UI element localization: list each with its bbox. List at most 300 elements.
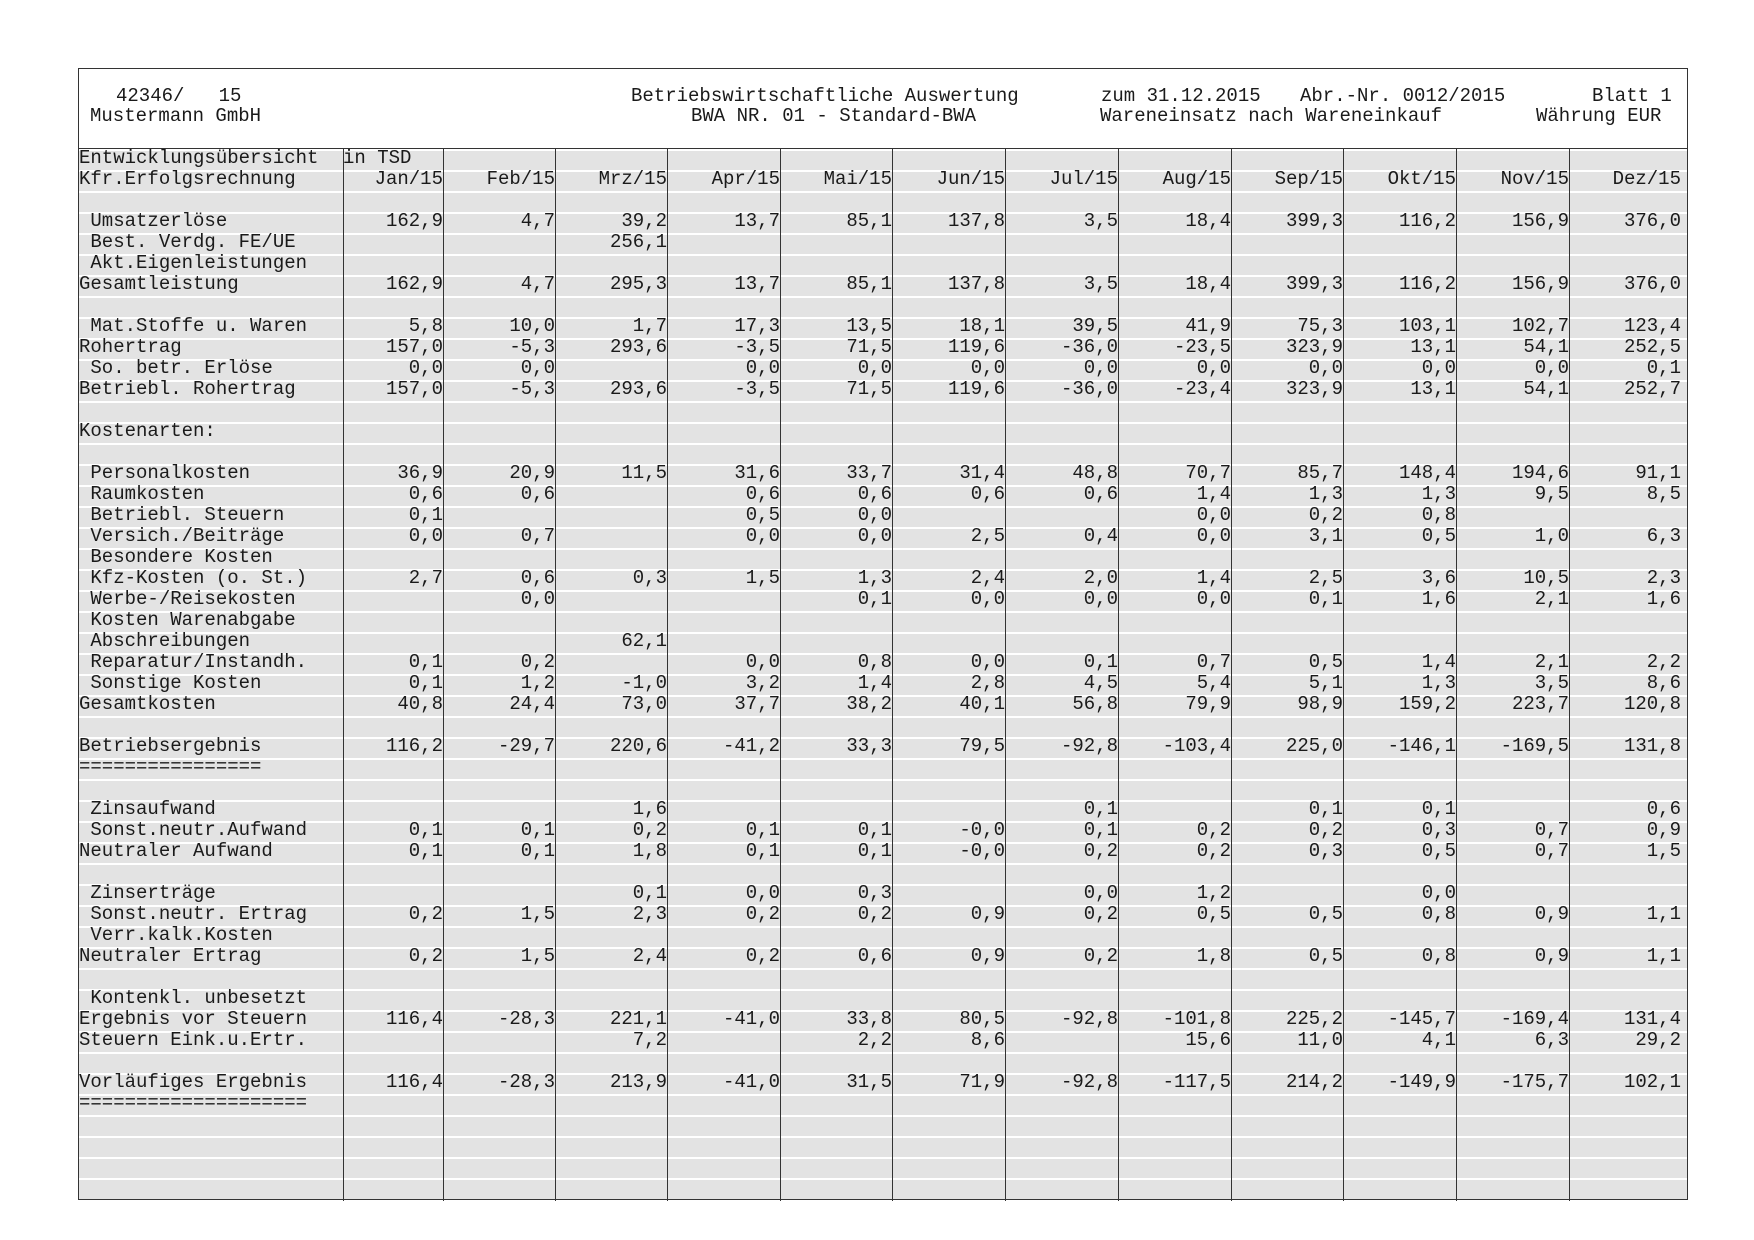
table-cell: 0,8 <box>1421 504 1456 526</box>
table-cell: 79,5 <box>959 735 1005 757</box>
row-band <box>79 970 1687 989</box>
table-cell: 0,3 <box>857 882 892 904</box>
table-cell: 1,5 <box>520 945 555 967</box>
table-cell: 1,1 <box>1646 903 1681 925</box>
table-cell: 0,1 <box>408 672 443 694</box>
table-cell: -175,7 <box>1500 1071 1569 1093</box>
table-cell: 40,1 <box>959 693 1005 715</box>
column-separator <box>892 149 893 1201</box>
row-label: Kontenkl. unbesetzt <box>79 987 308 1009</box>
table-cell: -169,4 <box>1500 1008 1569 1030</box>
table-cell: 1,3 <box>1421 483 1456 505</box>
table-cell: 80,5 <box>959 1008 1005 1030</box>
table-cell: 5,1 <box>1308 672 1343 694</box>
table-cell: 225,0 <box>1285 735 1343 757</box>
column-separator <box>1343 149 1344 1201</box>
table-cell: 0,0 <box>408 357 443 379</box>
table-cell: 2,3 <box>632 903 667 925</box>
table-cell: 31,4 <box>959 462 1005 484</box>
table-cell: 293,6 <box>609 336 667 358</box>
table-cell: 159,2 <box>1398 693 1456 715</box>
table-cell: 0,1 <box>857 840 892 862</box>
table-cell: 0,7 <box>520 525 555 547</box>
table-cell: 0,1 <box>1083 819 1118 841</box>
table-cell: 2,5 <box>970 525 1005 547</box>
table-cell: 31,5 <box>846 1071 892 1093</box>
abr-number: Abr.-Nr. 0012/2015 <box>1300 85 1506 107</box>
row-band <box>79 235 1687 254</box>
table-cell: 9,5 <box>1534 483 1569 505</box>
table-cell: 103,1 <box>1398 315 1456 337</box>
table-cell: -146,1 <box>1387 735 1456 757</box>
table-cell: 0,9 <box>1646 819 1681 841</box>
row-label: Werbe-/Reisekosten <box>79 588 296 610</box>
row-label: Verr.kalk.Kosten <box>79 924 273 946</box>
table-cell: 123,4 <box>1623 315 1681 337</box>
table-cell: 0,2 <box>745 945 780 967</box>
table-cell: 1,5 <box>1646 840 1681 862</box>
table-cell: 0,6 <box>745 483 780 505</box>
table-cell: 0,0 <box>1308 357 1343 379</box>
table-cell: -92,8 <box>1060 1008 1118 1030</box>
row-label: Neutraler Ertrag <box>79 945 262 967</box>
table-cell: 156,9 <box>1511 273 1569 295</box>
table-cell: 376,0 <box>1623 210 1681 232</box>
column-separator <box>1005 149 1006 1201</box>
table-cell: 85,7 <box>1297 462 1343 484</box>
table-cell: 75,3 <box>1297 315 1343 337</box>
month-header-cell: Mrz/15 <box>598 168 667 190</box>
table-cell: 102,1 <box>1623 1071 1681 1093</box>
table-cell: 91,1 <box>1635 462 1681 484</box>
table-cell: 56,8 <box>1072 693 1118 715</box>
table-cell: -101,8 <box>1162 1008 1231 1030</box>
table-cell: 131,8 <box>1623 735 1681 757</box>
bwa-table <box>79 149 1687 1201</box>
table-cell: -145,7 <box>1387 1008 1456 1030</box>
table-cell: 0,6 <box>970 483 1005 505</box>
table-cell: 6,3 <box>1646 525 1681 547</box>
table-cell: 102,7 <box>1511 315 1569 337</box>
table-cell: 1,4 <box>1196 567 1231 589</box>
row-label: Raumkosten <box>79 483 205 505</box>
row-label: ==================== <box>79 1092 308 1114</box>
table-cell: 0,0 <box>745 882 780 904</box>
row-label: Betriebl. Steuern <box>79 504 285 526</box>
table-cell: 137,8 <box>947 273 1005 295</box>
table-cell: 0,1 <box>857 819 892 841</box>
table-cell: 18,1 <box>959 315 1005 337</box>
table-cell: 0,0 <box>1083 882 1118 904</box>
row-band <box>79 1138 1687 1157</box>
table-cell: 0,9 <box>1534 903 1569 925</box>
table-cell: 225,2 <box>1285 1008 1343 1030</box>
table-cell: 40,8 <box>397 693 443 715</box>
row-label: Betriebl. Rohertrag <box>79 378 296 400</box>
table-cell: 214,2 <box>1285 1071 1343 1093</box>
table-cell: 0,2 <box>1308 504 1343 526</box>
row-label: Kosten Warenabgabe <box>79 609 296 631</box>
table-cell: 17,3 <box>734 315 780 337</box>
table-cell: 116,4 <box>385 1008 443 1030</box>
table-cell: 41,9 <box>1185 315 1231 337</box>
table-cell: 2,0 <box>1083 567 1118 589</box>
table-cell: 71,5 <box>846 336 892 358</box>
table-cell: -92,8 <box>1060 1071 1118 1093</box>
table-cell: 73,0 <box>621 693 667 715</box>
table-cell: 39,5 <box>1072 315 1118 337</box>
row-label: Sonst.neutr. Ertrag <box>79 903 308 925</box>
table-cell: 0,1 <box>1308 588 1343 610</box>
table-cell: 252,5 <box>1623 336 1681 358</box>
table-cell: 1,7 <box>632 315 667 337</box>
table-cell: 24,4 <box>509 693 555 715</box>
row-label: Reparatur/Instandh. <box>79 651 308 673</box>
table-cell: 0,0 <box>745 525 780 547</box>
table-cell: 0,0 <box>1083 588 1118 610</box>
table-cell: 79,9 <box>1185 693 1231 715</box>
table-cell: 0,2 <box>520 651 555 673</box>
table-cell: 98,9 <box>1297 693 1343 715</box>
table-cell: 148,4 <box>1398 462 1456 484</box>
table-cell: 1,5 <box>745 567 780 589</box>
table-cell: 2,7 <box>408 567 443 589</box>
table-cell: 10,5 <box>1523 567 1569 589</box>
table-cell: 0,3 <box>632 567 667 589</box>
table-cell: 116,2 <box>385 735 443 757</box>
table-cell: -41,2 <box>722 735 780 757</box>
table-cell: -23,4 <box>1173 378 1231 400</box>
column-separator <box>780 149 781 1201</box>
table-cell: 376,0 <box>1623 273 1681 295</box>
table-cell: 3,1 <box>1308 525 1343 547</box>
table-cell: 0,2 <box>1308 819 1343 841</box>
table-cell: 0,1 <box>408 651 443 673</box>
table-cell: 3,5 <box>1083 210 1118 232</box>
table-cell: -5,3 <box>509 336 555 358</box>
month-header-cell: Jan/15 <box>374 168 443 190</box>
row-label: Besondere Kosten <box>79 546 273 568</box>
table-cell: 0,6 <box>408 483 443 505</box>
table-cell: 220,6 <box>609 735 667 757</box>
table-cell: 71,9 <box>959 1071 1005 1093</box>
company-name: Mustermann GmbH <box>90 105 262 127</box>
bwa-report-sheet <box>78 68 1688 1200</box>
row-label: Betriebsergebnis <box>79 735 262 757</box>
table-cell: 4,1 <box>1421 1029 1456 1051</box>
wareneinsatz-method: Wareneinsatz nach Wareneinkauf <box>1100 105 1443 127</box>
table-cell: 70,7 <box>1185 462 1231 484</box>
table-cell: 0,0 <box>857 504 892 526</box>
table-cell: 0,5 <box>1421 840 1456 862</box>
table-cell: 0,0 <box>1421 882 1456 904</box>
table-cell: 0,5 <box>1308 903 1343 925</box>
table-cell: 0,2 <box>408 945 443 967</box>
row-band <box>79 1096 1687 1115</box>
column-separator <box>1456 149 1457 1201</box>
table-cell: 252,7 <box>1623 378 1681 400</box>
report-header <box>79 69 1687 149</box>
table-cell: -1,0 <box>621 672 667 694</box>
row-label: Versich./Beiträge <box>79 525 285 547</box>
table-cell: 0,1 <box>857 588 892 610</box>
table-cell: 13,7 <box>734 273 780 295</box>
table-cell: 85,1 <box>846 210 892 232</box>
table-cell: 3,6 <box>1421 567 1456 589</box>
table-cell: 162,9 <box>385 210 443 232</box>
table-cell: 0,9 <box>970 945 1005 967</box>
table-cell: 33,7 <box>846 462 892 484</box>
table-cell: 119,6 <box>947 336 1005 358</box>
row-label: Neutraler Aufwand <box>79 840 273 862</box>
month-header-cell: Jul/15 <box>1049 168 1118 190</box>
table-cell: 33,8 <box>846 1008 892 1030</box>
table-cell: 48,8 <box>1072 462 1118 484</box>
table-cell: 38,2 <box>846 693 892 715</box>
table-cell: 323,9 <box>1285 336 1343 358</box>
table-cell: 0,0 <box>1196 588 1231 610</box>
table-cell: 5,4 <box>1196 672 1231 694</box>
table-cell: -0,0 <box>959 840 1005 862</box>
table-cell: 1,6 <box>1421 588 1456 610</box>
table-cell: 0,5 <box>1421 525 1456 547</box>
row-label: Abschreibungen <box>79 630 251 652</box>
table-cell: 20,9 <box>509 462 555 484</box>
table-cell: 162,9 <box>385 273 443 295</box>
table-cell: 2,1 <box>1534 651 1569 673</box>
table-cell: 0,2 <box>632 819 667 841</box>
table-cell: 4,5 <box>1083 672 1118 694</box>
table-cell: 0,8 <box>1421 903 1456 925</box>
table-cell: 7,2 <box>632 1029 667 1051</box>
table-cell: 1,2 <box>520 672 555 694</box>
table-cell: 119,6 <box>947 378 1005 400</box>
table-cell: 131,4 <box>1623 1008 1681 1030</box>
table-cell: 0,8 <box>857 651 892 673</box>
table-cell: 1,4 <box>1421 651 1456 673</box>
table-cell: 3,2 <box>745 672 780 694</box>
table-cell: -36,0 <box>1060 378 1118 400</box>
table-cell: 399,3 <box>1285 273 1343 295</box>
table-cell: 2,5 <box>1308 567 1343 589</box>
table-cell: 54,1 <box>1523 336 1569 358</box>
table-cell: 0,1 <box>745 819 780 841</box>
table-cell: 157,0 <box>385 336 443 358</box>
table-cell: 0,0 <box>970 651 1005 673</box>
table-cell: 0,1 <box>1646 357 1681 379</box>
table-cell: 6,3 <box>1534 1029 1569 1051</box>
row-label: Personalkosten <box>79 462 251 484</box>
table-cell: 0,0 <box>520 588 555 610</box>
table-cell: 194,6 <box>1511 462 1569 484</box>
table-cell: -169,5 <box>1500 735 1569 757</box>
table-cell: 4,7 <box>520 210 555 232</box>
row-label: Ergebnis vor Steuern <box>79 1008 308 1030</box>
table-cell: 0,1 <box>520 819 555 841</box>
table-cell: 0,1 <box>408 504 443 526</box>
row-band <box>79 403 1687 422</box>
table-cell: 5,8 <box>408 315 443 337</box>
table-cell: 1,8 <box>632 840 667 862</box>
table-cell: 2,4 <box>970 567 1005 589</box>
table-cell: 1,5 <box>520 903 555 925</box>
table-cell: 2,2 <box>1646 651 1681 673</box>
table-cell: 36,9 <box>397 462 443 484</box>
table-cell: 2,4 <box>632 945 667 967</box>
column-separator <box>1118 149 1119 1201</box>
table-cell: 295,3 <box>609 273 667 295</box>
table-cell: 157,0 <box>385 378 443 400</box>
row-band <box>79 424 1687 443</box>
table-cell: 0,5 <box>1308 651 1343 673</box>
table-cell: 0,1 <box>1083 798 1118 820</box>
column-separator <box>1569 149 1570 1201</box>
row-label: Gesamtleistung <box>79 273 239 295</box>
table-cell: 137,8 <box>947 210 1005 232</box>
table-cell: 15,6 <box>1185 1029 1231 1051</box>
table-cell: 1,3 <box>1308 483 1343 505</box>
row-label: Vorläufiges Ergebnis <box>79 1071 308 1093</box>
table-cell: -5,3 <box>509 378 555 400</box>
table-cell: 13,7 <box>734 210 780 232</box>
table-cell: 0,1 <box>632 882 667 904</box>
table-cell: 293,6 <box>609 378 667 400</box>
table-cell: 1,0 <box>1534 525 1569 547</box>
row-label: Gesamtkosten <box>79 693 216 715</box>
table-cell: 62,1 <box>621 630 667 652</box>
table-cell: 0,2 <box>1083 945 1118 967</box>
table-cell: -36,0 <box>1060 336 1118 358</box>
table-cell: 2,8 <box>970 672 1005 694</box>
column-separator <box>555 149 556 1201</box>
table-cell: 29,2 <box>1635 1029 1681 1051</box>
table-cell: 39,2 <box>621 210 667 232</box>
column-separator <box>443 149 444 1201</box>
table-cell: 0,0 <box>1534 357 1569 379</box>
row-label: So. betr. Erlöse <box>79 357 273 379</box>
table-cell: 37,7 <box>734 693 780 715</box>
table-cell: 0,1 <box>408 840 443 862</box>
currency-label: Währung EUR <box>1536 105 1662 127</box>
month-header-cell: Okt/15 <box>1387 168 1456 190</box>
table-cell: 8,6 <box>970 1029 1005 1051</box>
row-label: Zinserträge <box>79 882 216 904</box>
table-cell: 11,0 <box>1297 1029 1343 1051</box>
table-cell: 85,1 <box>846 273 892 295</box>
column-separator <box>1231 149 1232 1201</box>
table-cell: 18,4 <box>1185 210 1231 232</box>
row-label: Umsatzerlöse <box>79 210 228 232</box>
row-label: ================ <box>79 756 262 778</box>
table-cell: 0,0 <box>408 525 443 547</box>
month-header-cell: Sep/15 <box>1274 168 1343 190</box>
table-cell: -117,5 <box>1162 1071 1231 1093</box>
table-cell: 0,0 <box>857 525 892 547</box>
table-cell: 0,2 <box>745 903 780 925</box>
table-cell: 0,0 <box>1421 357 1456 379</box>
table-cell: 1,3 <box>857 567 892 589</box>
table-cell: 323,9 <box>1285 378 1343 400</box>
table-cell: -92,8 <box>1060 735 1118 757</box>
report-subtitle: BWA NR. 01 - Standard-BWA <box>691 105 977 127</box>
month-header-cell: Nov/15 <box>1500 168 1569 190</box>
table-cell: 1,4 <box>1196 483 1231 505</box>
table-cell: 0,1 <box>408 819 443 841</box>
row-band <box>79 1117 1687 1136</box>
table-cell: 1,3 <box>1421 672 1456 694</box>
month-header-cell: Aug/15 <box>1162 168 1231 190</box>
table-cell: -3,5 <box>734 336 780 358</box>
row-band <box>79 1180 1687 1199</box>
table-cell: 2,2 <box>857 1029 892 1051</box>
row-band <box>79 1159 1687 1178</box>
row-label: Kfz-Kosten (o. St.) <box>79 567 308 589</box>
table-cell: 0,0 <box>745 651 780 673</box>
table-cell: 0,5 <box>745 504 780 526</box>
table-cell: 2,1 <box>1534 588 1569 610</box>
table-cell: 256,1 <box>609 231 667 253</box>
table-cell: 0,1 <box>745 840 780 862</box>
table-cell: -41,0 <box>722 1071 780 1093</box>
table-cell: 31,6 <box>734 462 780 484</box>
table-cell: 54,1 <box>1523 378 1569 400</box>
table-cell: 0,7 <box>1196 651 1231 673</box>
table-cell: 0,5 <box>1196 903 1231 925</box>
row-band <box>79 613 1687 632</box>
table-cell: 13,5 <box>846 315 892 337</box>
table-cell: 2,3 <box>1646 567 1681 589</box>
table-cell: 3,5 <box>1083 273 1118 295</box>
row-label: Steuern Eink.u.Ertr. <box>79 1029 308 1051</box>
table-head-label-1: Entwicklungsübersicht <box>79 149 319 169</box>
table-cell: 0,2 <box>408 903 443 925</box>
table-cell: -28,3 <box>497 1071 555 1093</box>
row-label: Sonstige Kosten <box>79 672 262 694</box>
table-cell: 0,0 <box>745 357 780 379</box>
table-cell: 156,9 <box>1511 210 1569 232</box>
table-cell: -23,5 <box>1173 336 1231 358</box>
client-number: 42346/ 15 <box>116 85 242 107</box>
table-cell: 0,9 <box>1534 945 1569 967</box>
table-cell: 3,5 <box>1534 672 1569 694</box>
table-cell: 0,2 <box>1083 903 1118 925</box>
table-cell: 0,6 <box>520 567 555 589</box>
table-cell: 0,1 <box>1308 798 1343 820</box>
table-cell: 4,7 <box>520 273 555 295</box>
table-cell: 71,5 <box>846 378 892 400</box>
table-cell: 0,7 <box>1534 819 1569 841</box>
row-label: Zinsaufwand <box>79 798 216 820</box>
table-cell: 11,5 <box>621 462 667 484</box>
table-cell: -41,0 <box>722 1008 780 1030</box>
table-cell: 0,1 <box>520 840 555 862</box>
table-cell: 0,6 <box>857 483 892 505</box>
month-header-cell: Feb/15 <box>486 168 555 190</box>
table-cell: 0,2 <box>1196 840 1231 862</box>
table-cell: 0,0 <box>970 588 1005 610</box>
table-cell: 0,8 <box>1421 945 1456 967</box>
table-head-label-2: Kfr.Erfolgsrechnung <box>79 168 296 190</box>
table-cell: 1,8 <box>1196 945 1231 967</box>
month-header-cell: Jun/15 <box>936 168 1005 190</box>
table-cell: -149,9 <box>1387 1071 1456 1093</box>
table-cell: 1,2 <box>1196 882 1231 904</box>
table-cell: 399,3 <box>1285 210 1343 232</box>
table-cell: -29,7 <box>497 735 555 757</box>
table-cell: 0,0 <box>1196 525 1231 547</box>
table-cell: 0,5 <box>1308 945 1343 967</box>
table-cell: 0,6 <box>857 945 892 967</box>
